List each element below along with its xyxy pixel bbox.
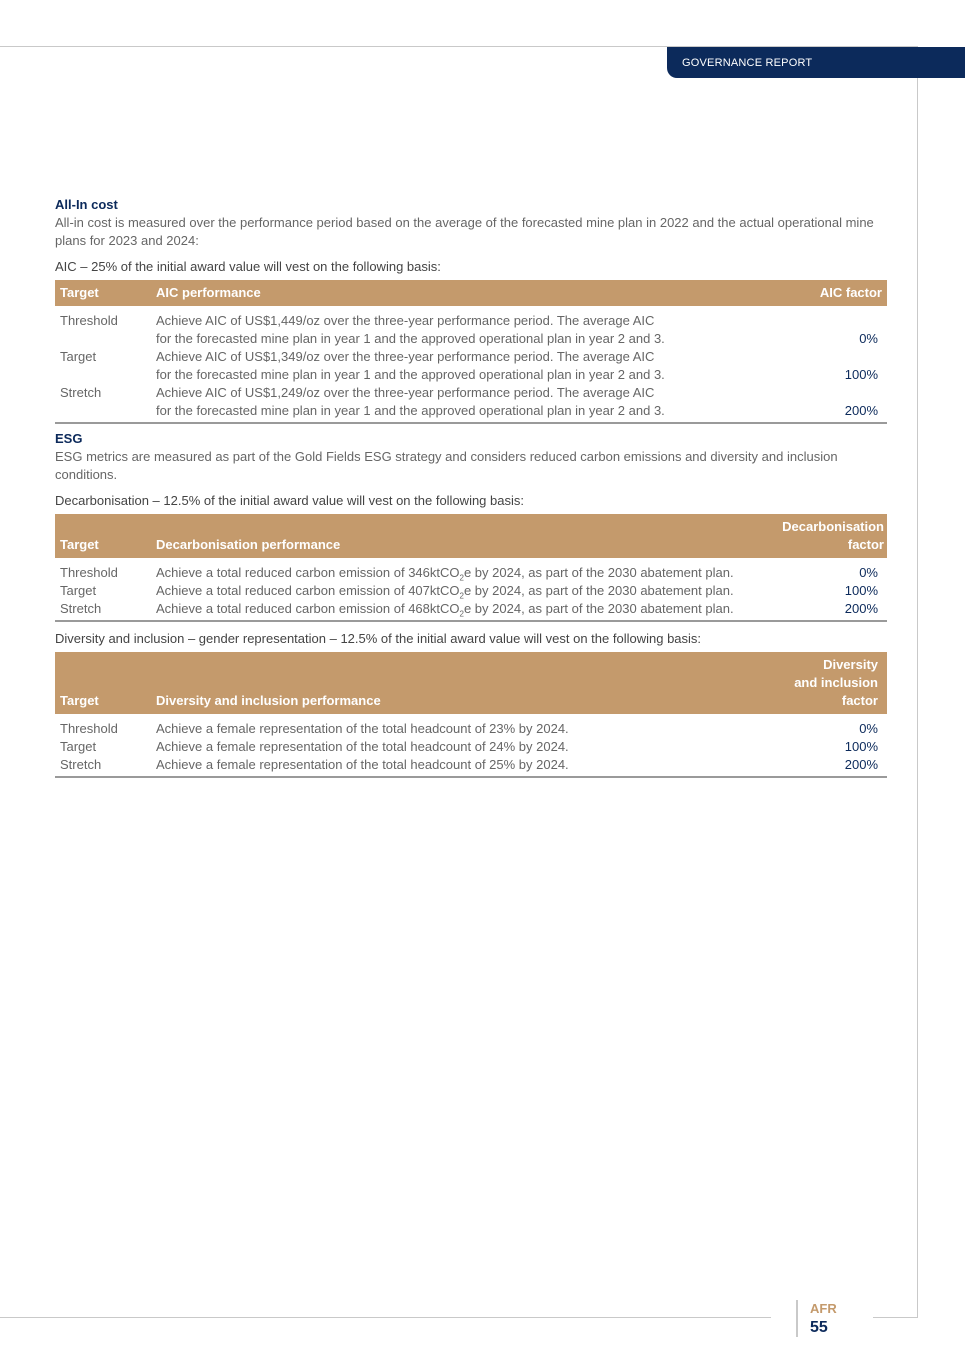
page-number: 55	[810, 1319, 828, 1336]
table-header-row	[55, 652, 887, 714]
row-performance	[151, 582, 771, 600]
table-header-row	[55, 514, 887, 558]
page-content	[55, 196, 887, 778]
row-factor: 100%	[844, 583, 878, 598]
col-factor-line-1: Diversity	[823, 657, 878, 672]
row-factor: 200%	[771, 600, 887, 621]
row-target: Threshold	[60, 565, 118, 580]
row-factor: 200%	[797, 384, 887, 423]
decarb-lead: Decarbonisation – 12.5% of the initial award value will vest on the following basis:	[55, 493, 524, 508]
row-target: Threshold	[60, 313, 118, 328]
col-target: Target	[55, 280, 151, 306]
col-factor-line-1: Decarbonisation	[782, 519, 884, 534]
row-performance: Achieve a female representation of the total headcount of 23% by 2024.	[156, 721, 569, 736]
row-factor: 0%	[859, 721, 878, 736]
bottom-rule	[0, 1317, 771, 1318]
perf-text-pre: Achieve a total reduced carbon emission of 468ktCO	[156, 601, 460, 616]
row-performance: Achieve a female representation of the total headcount of 25% by 2024.	[151, 756, 749, 777]
diversity-lead: Diversity and inclusion – gender representation – 12.5% of the initial award value will vest on the following basis:	[55, 631, 702, 646]
table-header-row	[55, 280, 887, 306]
row-target: Target	[60, 349, 97, 364]
perf-line-2: for the forecasted mine plan in year 1 and the approved operational plan in year 2 and 3.	[156, 367, 665, 382]
col-performance: AIC performance	[151, 280, 797, 306]
row-performance	[151, 306, 797, 348]
row-factor: 100%	[844, 739, 878, 754]
col-factor: AIC factor	[797, 280, 887, 306]
table-row	[55, 384, 887, 423]
row-performance	[151, 558, 771, 582]
col-target: Target	[55, 652, 151, 714]
perf-line-2: for the forecasted mine plan in year 1 and the approved operational plan in year 2 and 3.	[156, 403, 665, 418]
col-target: Target	[55, 514, 151, 558]
col-performance: Decarbonisation performance	[151, 514, 771, 558]
col-performance: Diversity and inclusion performance	[151, 652, 749, 714]
row-performance	[151, 348, 797, 384]
bottom-rule-right	[873, 1317, 918, 1318]
perf-line-1: Achieve AIC of US$1,449/oz over the three-year performance period. The average AIC	[156, 313, 655, 328]
col-factor-line-2: and inclusion	[794, 675, 878, 690]
esg-heading: ESG	[55, 431, 83, 446]
row-factor: 0%	[859, 565, 878, 580]
col-factor-line-3: factor	[841, 693, 878, 708]
perf-subscript: 2	[459, 609, 464, 619]
footer-label: AFR	[810, 1301, 837, 1316]
perf-line-2: for the forecasted mine plan in year 1 and the approved operational plan in year 2 and 3.	[156, 331, 665, 346]
row-target: Stretch	[55, 600, 151, 621]
col-factor	[749, 652, 887, 714]
row-target: Stretch	[55, 756, 151, 777]
col-factor-line-2: factor	[847, 537, 884, 552]
aic-heading: All-In cost	[55, 197, 118, 212]
row-performance	[151, 600, 771, 621]
perf-line-1: Achieve AIC of US$1,249/oz over the three-year performance period. The average AIC	[156, 385, 655, 400]
table-row	[55, 306, 887, 348]
row-target: Target	[60, 583, 97, 598]
table-row	[55, 348, 887, 384]
decarbonisation-table	[55, 514, 887, 622]
aic-lead: AIC – 25% of the initial award value will vest on the following basis:	[55, 259, 441, 274]
table-row	[55, 558, 887, 582]
side-rule	[917, 46, 918, 1318]
perf-text-post: e by 2024, as part of the 2030 abatement plan.	[463, 565, 734, 580]
perf-text-pre: Achieve a total reduced carbon emission of 407ktCO	[156, 583, 460, 598]
col-factor	[771, 514, 887, 558]
perf-text-post: e by 2024, as part of the 2030 abatement plan.	[463, 583, 734, 598]
row-target: Target	[60, 739, 97, 754]
row-performance: Achieve a female representation of the total headcount of 24% by 2024.	[156, 739, 569, 754]
aic-table	[55, 280, 887, 424]
aic-intro: All-in cost is measured over the performance period based on the average of the forecasted mine plan in 2022 and the actual operational mine plans for 2023 and 2024:	[55, 215, 874, 248]
perf-line-1: Achieve AIC of US$1,349/oz over the three-year performance period. The average AIC	[156, 349, 655, 364]
perf-text-pre: Achieve a total reduced carbon emission of 346ktCO	[156, 565, 460, 580]
perf-subscript: 2	[459, 573, 464, 583]
row-factor: 200%	[749, 756, 887, 777]
row-factor: 0%	[859, 331, 878, 346]
footer-divider	[796, 1300, 798, 1337]
diversity-table	[55, 652, 887, 778]
table-row	[55, 756, 887, 777]
table-row	[55, 714, 887, 738]
row-performance	[151, 384, 797, 423]
perf-subscript: 2	[459, 591, 464, 601]
row-target: Stretch	[55, 384, 151, 423]
table-row	[55, 738, 887, 756]
table-row	[55, 600, 887, 621]
row-factor: 100%	[844, 367, 878, 382]
section-tab: GOVERNANCE REPORT	[667, 47, 965, 78]
row-target: Threshold	[60, 721, 118, 736]
esg-intro: ESG metrics are measured as part of the Gold Fields ESG strategy and considers reduced carbon emissions and diversity and inclusion conditions.	[55, 449, 838, 482]
perf-text-post: e by 2024, as part of the 2030 abatement plan.	[463, 601, 734, 616]
table-row	[55, 582, 887, 600]
